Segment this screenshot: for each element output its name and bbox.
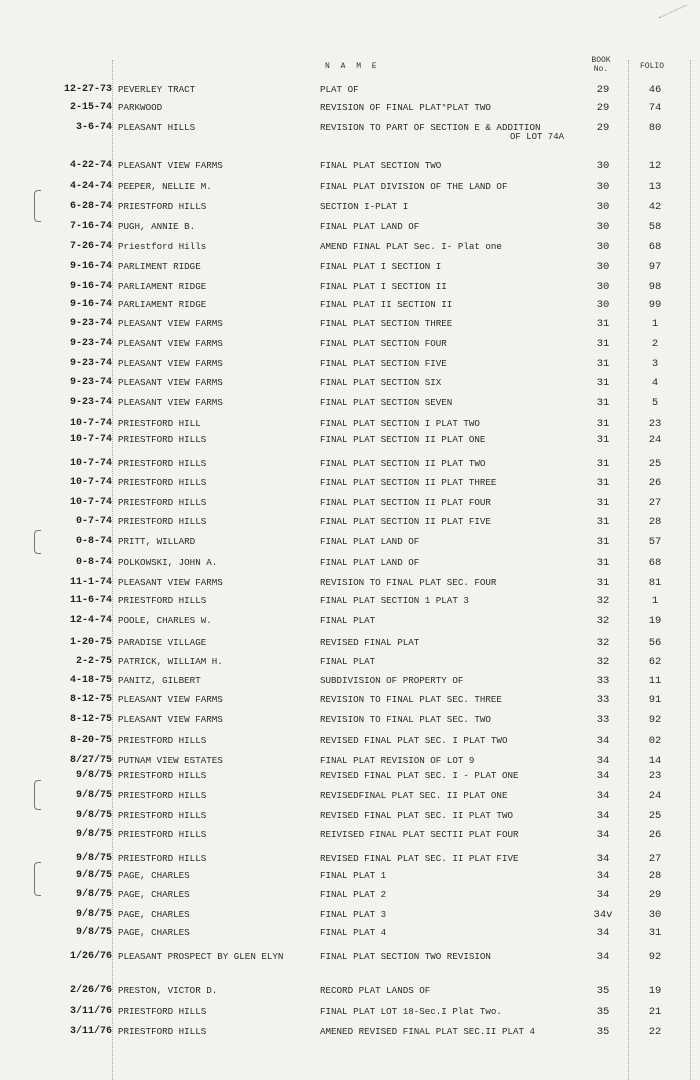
- entry-book: 34: [596, 853, 610, 865]
- ledger-row: [0, 595, 700, 614]
- entry-name: PEEPER, NELLIE M.: [118, 181, 212, 192]
- entry-book: 34: [596, 870, 610, 882]
- ledger-row: [0, 637, 700, 656]
- ledger-row: [0, 318, 700, 337]
- entry-folio: 13: [648, 181, 662, 193]
- entry-name: PAGE, CHARLES: [118, 927, 190, 938]
- entry-description: AMEND FINAL PLAT Sec. I- Plat one: [320, 241, 502, 252]
- entry-date: 12-4-74: [69, 615, 112, 626]
- ledger-row: [0, 122, 700, 141]
- entry-book: 30: [596, 261, 610, 273]
- entry-book: 31: [596, 377, 610, 389]
- entry-description: REVISION TO PART OF SECTION E & ADDITION: [320, 122, 541, 133]
- entry-book: 35: [596, 1006, 610, 1018]
- book-column-header: BOOK No.: [591, 56, 611, 74]
- entry-folio: 92: [648, 951, 662, 963]
- entry-folio: 21: [648, 1006, 662, 1018]
- entry-name: PLEASANT VIEW FARMS: [118, 160, 223, 171]
- entry-name: PLEASANT VIEW FARMS: [118, 318, 223, 329]
- entry-book: 32: [596, 615, 610, 627]
- entry-date: 9-16-74: [69, 261, 112, 272]
- entry-book: 34: [596, 755, 610, 767]
- entry-description: FINAL PLAT SECTION SIX: [320, 377, 442, 388]
- entry-date: 4-24-74: [69, 181, 112, 192]
- entry-description: REVISED FINAL PLAT SEC. II PLAT TWO: [320, 810, 513, 821]
- entry-date: 8-20-75: [69, 735, 112, 746]
- entry-book: 31: [596, 434, 610, 446]
- entry-folio: 24: [648, 434, 662, 446]
- folio-column-header: FOLIO: [640, 62, 665, 71]
- entry-name: PLEASANT VIEW FARMS: [118, 397, 223, 408]
- corner-mark: [659, 5, 695, 37]
- entry-folio: 28: [648, 870, 662, 882]
- entry-book: 32: [596, 656, 610, 668]
- ledger-row: [0, 84, 700, 103]
- entry-folio: 11: [648, 675, 662, 687]
- entry-folio: 4: [651, 377, 659, 389]
- ledger-row: [0, 951, 700, 970]
- entry-name: PRIESTFORD HILLS: [118, 595, 207, 606]
- entry-book: 31: [596, 477, 610, 489]
- entry-description: FINAL PLAT SECTION FOUR: [320, 338, 447, 349]
- entry-book: 34: [596, 951, 610, 963]
- ledger-row: [0, 338, 700, 357]
- entry-folio: 27: [648, 497, 662, 509]
- entry-book: 30: [596, 281, 610, 293]
- entry-date: 9/8/75: [75, 889, 112, 900]
- entry-description: FINAL PLAT LOT 18-Sec.I Plat Two.: [320, 1006, 502, 1017]
- entry-date: 3/11/76: [69, 1006, 112, 1017]
- entry-folio: 3: [651, 358, 659, 370]
- entry-name: PRIESTFORD HILLS: [118, 790, 207, 801]
- ledger-row: [0, 458, 700, 477]
- entry-name: POLKOWSKI, JOHN A.: [118, 557, 218, 568]
- ledger-row: [0, 241, 700, 260]
- entry-date: 9/8/75: [75, 853, 112, 864]
- entry-name: PRIESTFORD HILLS: [118, 1026, 207, 1037]
- entry-date: 9/8/75: [75, 810, 112, 821]
- entry-folio: 12: [648, 160, 662, 172]
- entry-folio: 80: [648, 122, 662, 134]
- entry-folio: 1: [651, 595, 659, 607]
- entry-description: FINAL PLAT SECTION II PLAT FOUR: [320, 497, 491, 508]
- entry-name: PRIESTFORD HILLS: [118, 829, 207, 840]
- entry-description-continued: OF LOT 74A: [510, 132, 565, 142]
- entry-folio: 25: [648, 458, 662, 470]
- entry-description: REVISED FINAL PLAT SEC. I PLAT TWO: [320, 735, 508, 746]
- entry-description: FINAL PLAT 2: [320, 889, 387, 900]
- entry-folio: 91: [648, 694, 662, 706]
- entry-description: FINAL PLAT: [320, 615, 376, 626]
- entry-name: PUGH, ANNIE B.: [118, 221, 196, 232]
- entry-book: 29: [596, 102, 610, 114]
- entry-description: FINAL PLAT SECTION II PLAT FIVE: [320, 516, 491, 527]
- entry-name: PAGE, CHARLES: [118, 889, 190, 900]
- entry-book: 33: [596, 675, 610, 687]
- entry-date: 8-12-75: [69, 714, 112, 725]
- entry-description: SECTION I-PLAT I: [320, 201, 409, 212]
- ledger-row: [0, 261, 700, 280]
- entry-description: FINAL PLAT LAND OF: [320, 536, 420, 547]
- entry-date: 0-7-74: [75, 516, 112, 527]
- entry-description: FINAL PLAT SECTION FIVE: [320, 358, 447, 369]
- ledger-row: [0, 221, 700, 240]
- entry-description: PLAT OF: [320, 84, 359, 95]
- ledger-row: [0, 557, 700, 576]
- entry-folio: 46: [648, 84, 662, 96]
- entry-description: FINAL PLAT 1: [320, 870, 387, 881]
- entry-description: REVISEDFINAL PLAT SEC. II PLAT ONE: [320, 790, 508, 801]
- entry-date: 7-26-74: [69, 241, 112, 252]
- entry-description: FINAL PLAT SECTION SEVEN: [320, 397, 453, 408]
- entry-book: 30: [596, 160, 610, 172]
- entry-description: FINAL PLAT SECTION I PLAT TWO: [320, 418, 480, 429]
- entry-date: 1-20-75: [69, 637, 112, 648]
- entry-book: 31: [596, 577, 610, 589]
- entry-book: 34v: [593, 909, 613, 921]
- entry-folio: 19: [648, 985, 662, 997]
- entry-book: 30: [596, 221, 610, 233]
- entry-folio: 68: [648, 241, 662, 253]
- ledger-row: [0, 870, 700, 889]
- entry-description: FINAL PLAT II SECTION II: [320, 299, 453, 310]
- entry-description: FINAL PLAT I SECTION I: [320, 261, 442, 272]
- entry-date: 9/8/75: [75, 909, 112, 920]
- entry-description: FINAL PLAT SECTION II PLAT ONE: [320, 434, 486, 445]
- name-column-header: N A M E: [325, 62, 380, 71]
- entry-name: PLEASANT VIEW FARMS: [118, 714, 223, 725]
- entry-folio: 23: [648, 418, 662, 430]
- entry-description: FINAL PLAT REVISION OF LOT 9: [320, 755, 475, 766]
- entry-description: REVISION TO FINAL PLAT SEC. TWO: [320, 714, 491, 725]
- ledger-row: [0, 675, 700, 694]
- entry-date: 2-2-75: [75, 656, 112, 667]
- ledger-row: [0, 1026, 700, 1045]
- entry-book: 31: [596, 358, 610, 370]
- entry-description: FINAL PLAT SECTION TWO REVISION: [320, 951, 491, 962]
- entry-name: Priestford Hills: [118, 241, 207, 252]
- entry-description: FINAL PLAT DIVISION OF THE LAND OF: [320, 181, 508, 192]
- entry-date: 10-7-74: [69, 477, 112, 488]
- entry-folio: 25: [648, 810, 662, 822]
- entry-book: 31: [596, 397, 610, 409]
- entry-date: 1/26/76: [69, 951, 112, 962]
- ledger-row: [0, 810, 700, 829]
- entry-description: REVISED FINAL PLAT SEC. II PLAT FIVE: [320, 853, 519, 864]
- entry-folio: 23: [648, 770, 662, 782]
- entry-name: PRIESTFORD HILLS: [118, 770, 207, 781]
- ledger-row: [0, 790, 700, 809]
- entry-name: PRESTON, VICTOR D.: [118, 985, 218, 996]
- entry-description: FINAL PLAT I SECTION II: [320, 281, 447, 292]
- entry-description: AMENED REVISED FINAL PLAT SEC.II PLAT 4: [320, 1026, 536, 1037]
- entry-book: 31: [596, 458, 610, 470]
- entry-description: FINAL PLAT LAND OF: [320, 221, 420, 232]
- entry-date: 3-6-74: [75, 122, 112, 133]
- entry-name: PRIESTFORD HILLS: [118, 735, 207, 746]
- entry-folio: 27: [648, 853, 662, 865]
- entry-name: PRIESTFORD HILLS: [118, 497, 207, 508]
- entry-name: PARKWOOD: [118, 102, 163, 113]
- entry-name: PATRICK, WILLIAM H.: [118, 656, 223, 667]
- entry-book: 31: [596, 318, 610, 330]
- entry-description: REVISION TO FINAL PLAT SEC. FOUR: [320, 577, 497, 588]
- ledger-row: [0, 181, 700, 200]
- entry-book: 34: [596, 770, 610, 782]
- entry-date: 11-1-74: [69, 577, 112, 588]
- entry-name: PRIESTFORD HILLS: [118, 1006, 207, 1017]
- entry-description: FINAL PLAT SECTION 1 PLAT 3: [320, 595, 469, 606]
- entry-name: PARLIAMENT RIDGE: [118, 299, 207, 310]
- entry-name: PAGE, CHARLES: [118, 870, 190, 881]
- ledger-row: [0, 434, 700, 453]
- entry-book: 31: [596, 338, 610, 350]
- entry-book: 33: [596, 714, 610, 726]
- entry-date: 3/11/76: [69, 1026, 112, 1037]
- entry-name: PRIESTFORD HILLS: [118, 853, 207, 864]
- ledger-row: [0, 656, 700, 675]
- ledger-row: [0, 694, 700, 713]
- entry-folio: 31: [648, 927, 662, 939]
- entry-book: 30: [596, 299, 610, 311]
- entry-book: 30: [596, 181, 610, 193]
- entry-folio: 1: [651, 318, 659, 330]
- ledger-row: [0, 102, 700, 121]
- entry-name: PRIESTFORD HILLS: [118, 810, 207, 821]
- entry-description: FINAL PLAT LAND OF: [320, 557, 420, 568]
- entry-description: REVISION OF FINAL PLAT°PLAT TWO: [320, 102, 491, 113]
- entry-date: 9-23-74: [69, 397, 112, 408]
- entry-description: SUBDIVISION OF PROPERTY OF: [320, 675, 464, 686]
- entry-description: RECORD PLAT LANDS OF: [320, 985, 431, 996]
- entry-name: PEVERLEY TRACT: [118, 84, 196, 95]
- entry-name: PLEASANT HILLS: [118, 122, 196, 133]
- entry-description: FINAL PLAT SECTION TWO: [320, 160, 442, 171]
- entry-folio: 99: [648, 299, 662, 311]
- entry-name: PRIESTFORD HILL: [118, 418, 201, 429]
- ledger-row: [0, 358, 700, 377]
- entry-book: 31: [596, 418, 610, 430]
- entry-date: 9-23-74: [69, 377, 112, 388]
- entry-name: PLEASANT VIEW FARMS: [118, 358, 223, 369]
- entry-book: 34: [596, 790, 610, 802]
- ledger-row: [0, 615, 700, 634]
- ledger-row: [0, 909, 700, 928]
- entry-date: 9-16-74: [69, 281, 112, 292]
- ledger-row: [0, 735, 700, 754]
- entry-date: 12-27-73: [63, 84, 112, 95]
- entry-name: PRIESTFORD HILLS: [118, 516, 207, 527]
- ledger-row: [0, 714, 700, 733]
- entry-description: REVISED FINAL PLAT: [320, 637, 420, 648]
- entry-book: 29: [596, 122, 610, 134]
- entry-book: 31: [596, 536, 610, 548]
- entry-folio: 58: [648, 221, 662, 233]
- entry-date: 10-7-74: [69, 434, 112, 445]
- entry-name: PARLIAMENT RIDGE: [118, 281, 207, 292]
- entry-book: 34: [596, 829, 610, 841]
- entry-description: FINAL PLAT 4: [320, 927, 387, 938]
- entry-folio: 56: [648, 637, 662, 649]
- entry-folio: 29: [648, 889, 662, 901]
- entry-name: PUTNAM VIEW ESTATES: [118, 755, 223, 766]
- entry-date: 9/8/75: [75, 870, 112, 881]
- entry-folio: 68: [648, 557, 662, 569]
- entry-book: 35: [596, 985, 610, 997]
- entry-description: FINAL PLAT SECTION II PLAT TWO: [320, 458, 486, 469]
- entry-folio: 92: [648, 714, 662, 726]
- entry-folio: 30: [648, 909, 662, 921]
- entry-folio: 74: [648, 102, 662, 114]
- entry-folio: 98: [648, 281, 662, 293]
- entry-book: 33: [596, 694, 610, 706]
- entry-book: 34: [596, 810, 610, 822]
- entry-book: 32: [596, 637, 610, 649]
- ledger-row: [0, 397, 700, 416]
- entry-description: FINAL PLAT 3: [320, 909, 387, 920]
- ledger-row: [0, 770, 700, 789]
- entry-date: 9-23-74: [69, 338, 112, 349]
- entry-name: PLEASANT VIEW FARMS: [118, 577, 223, 588]
- entry-date: 7-16-74: [69, 221, 112, 232]
- entry-date: 9-23-74: [69, 358, 112, 369]
- entry-book: 34: [596, 927, 610, 939]
- entry-name: PRITT, WILLARD: [118, 536, 196, 547]
- ledger-row: [0, 927, 700, 946]
- entry-date: 2/26/76: [69, 985, 112, 996]
- entry-book: 31: [596, 516, 610, 528]
- entry-book: 29: [596, 84, 610, 96]
- entry-folio: 62: [648, 656, 662, 668]
- ledger-row: [0, 160, 700, 179]
- ledger-row: [0, 497, 700, 516]
- ledger-row: [0, 577, 700, 596]
- entry-folio: 57: [648, 536, 662, 548]
- entry-description: FINAL PLAT: [320, 656, 376, 667]
- entry-folio: 28: [648, 516, 662, 528]
- entry-folio: 5: [651, 397, 659, 409]
- entry-name: PAGE, CHARLES: [118, 909, 190, 920]
- entry-description: FINAL PLAT SECTION II PLAT THREE: [320, 477, 497, 488]
- entry-date: 11-6-74: [69, 595, 112, 606]
- ledger-row: [0, 829, 700, 848]
- entry-date: 2-15-74: [69, 102, 112, 113]
- entry-book: 30: [596, 241, 610, 253]
- entry-folio: 24: [648, 790, 662, 802]
- entry-folio: 26: [648, 829, 662, 841]
- entry-folio: 02: [648, 735, 662, 747]
- entry-date: 0-8-74: [75, 557, 112, 568]
- entry-date: 8-12-75: [69, 694, 112, 705]
- entry-date: 4-22-74: [69, 160, 112, 171]
- entry-date: 4-18-75: [69, 675, 112, 686]
- entry-name: POOLE, CHARLES W.: [118, 615, 212, 626]
- entry-date: 9/8/75: [75, 770, 112, 781]
- entry-name: PANITZ, GILBERT: [118, 675, 201, 686]
- ledger-row: [0, 536, 700, 555]
- entry-date: 8/27/75: [69, 755, 112, 766]
- entry-book: 31: [596, 557, 610, 569]
- entry-date: 6-28-74: [69, 201, 112, 212]
- entry-name: PRIESTFORD HILLS: [118, 434, 207, 445]
- entry-description: REIVISED FINAL PLAT SECTII PLAT FOUR: [320, 829, 519, 840]
- entry-folio: 97: [648, 261, 662, 273]
- entry-date: 10-7-74: [69, 497, 112, 508]
- entry-name: PLEASANT VIEW FARMS: [118, 377, 223, 388]
- entry-book: 31: [596, 497, 610, 509]
- entry-name: PARLIMENT RIDGE: [118, 261, 201, 272]
- entry-date: 0-8-74: [75, 536, 112, 547]
- ledger-row: [0, 477, 700, 496]
- entry-name: PLEASANT PROSPECT BY GLEN ELYN: [118, 951, 284, 962]
- ledger-row: [0, 516, 700, 535]
- entry-date: 10-7-74: [69, 418, 112, 429]
- ledger-row: [0, 281, 700, 300]
- ledger-row: [0, 889, 700, 908]
- entry-date: 9-23-74: [69, 318, 112, 329]
- entry-date: 10-7-74: [69, 458, 112, 469]
- ledger-row: [0, 201, 700, 220]
- entry-folio: 19: [648, 615, 662, 627]
- entry-name: PRIESTFORD HILLS: [118, 201, 207, 212]
- ledger-row: [0, 985, 700, 1004]
- entry-name: PARADISE VILLAGE: [118, 637, 207, 648]
- entry-folio: 42: [648, 201, 662, 213]
- ledger-row: [0, 377, 700, 396]
- entry-name: PRIESTFORD HILLS: [118, 477, 207, 488]
- entry-folio: 81: [648, 577, 662, 589]
- entry-name: PLEASANT VIEW FARMS: [118, 338, 223, 349]
- entry-book: 30: [596, 201, 610, 213]
- ledger-row: [0, 1006, 700, 1025]
- entry-date: 9/8/75: [75, 829, 112, 840]
- entry-folio: 2: [651, 338, 659, 350]
- entry-book: 34: [596, 735, 610, 747]
- entry-name: PRIESTFORD HILLS: [118, 458, 207, 469]
- entry-date: 9/8/75: [75, 927, 112, 938]
- entry-description: REVISED FINAL PLAT SEC. I - PLAT ONE: [320, 770, 519, 781]
- entry-book: 32: [596, 595, 610, 607]
- entry-name: PLEASANT VIEW FARMS: [118, 694, 223, 705]
- entry-description: REVISION TO FINAL PLAT SEC. THREE: [320, 694, 502, 705]
- entry-folio: 22: [648, 1026, 662, 1038]
- entry-book: 34: [596, 889, 610, 901]
- entry-description: FINAL PLAT SECTION THREE: [320, 318, 453, 329]
- entry-book: 35: [596, 1026, 610, 1038]
- entry-date: 9/8/75: [75, 790, 112, 801]
- entry-folio: 14: [648, 755, 662, 767]
- entry-folio: 26: [648, 477, 662, 489]
- ledger-row: [0, 299, 700, 318]
- entry-date: 9-16-74: [69, 299, 112, 310]
